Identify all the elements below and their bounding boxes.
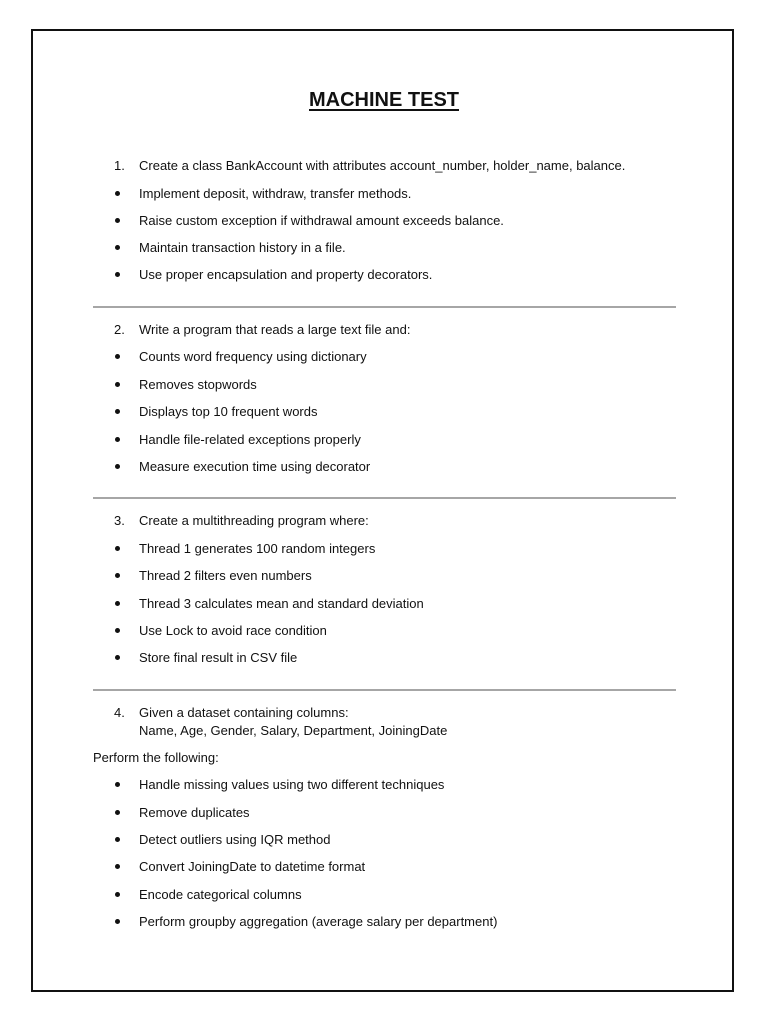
bullet-icon [115,782,120,787]
bullet-icon [115,837,120,842]
bullet-icon [115,919,120,924]
bullet-icon [115,628,120,633]
page-title: MACHINE TEST [309,89,459,111]
q3-number: 3. [114,513,125,528]
q2-heading: Write a program that reads a large text file and: [139,322,411,337]
q2-item: Counts word frequency using dictionary [139,349,367,364]
q1-item: Raise custom exception if withdrawal amount exceeds balance. [139,213,504,228]
bullet-icon [115,601,120,606]
q3-item: Thread 2 filters even numbers [139,568,312,583]
q4-number: 4. [114,705,125,720]
q3-item: Store final result in CSV file [139,650,298,665]
bullet-icon [115,191,120,196]
bullet-icon [115,218,120,223]
bullet-icon [115,864,120,869]
bullet-icon [115,464,120,469]
q4-item: Handle missing values using two different techniques [139,777,445,792]
q4-perform-label: Perform the following: [93,750,219,765]
q4-item: Remove duplicates [139,805,250,820]
q4-item: Perform groupby aggregation (average salary per department) [139,914,498,929]
q2-item: Handle file-related exceptions properly [139,432,361,447]
q3-item: Use Lock to avoid race condition [139,623,327,638]
q3-item: Thread 1 generates 100 random integers [139,541,376,556]
bullet-icon [115,655,120,660]
bullet-icon [115,573,120,578]
bullet-icon [115,437,120,442]
q1-number: 1. [114,158,125,173]
q1-item: Use proper encapsulation and property decorators. [139,267,433,282]
bullet-icon [115,245,120,250]
q4-heading: Given a dataset containing columns: [139,705,349,720]
bullet-icon [115,409,120,414]
q3-item: Thread 3 calculates mean and standard deviation [139,596,424,611]
bullet-icon [115,546,120,551]
bullet-icon [115,354,120,359]
q4-columns: Name, Age, Gender, Salary, Department, JoiningDate [139,723,448,738]
bullet-icon [115,892,120,897]
q1-item: Maintain transaction history in a file. [139,240,346,255]
q1-item: Implement deposit, withdraw, transfer methods. [139,186,412,201]
q4-item: Encode categorical columns [139,887,302,902]
q2-item: Displays top 10 frequent words [139,404,318,419]
q2-item: Measure execution time using decorator [139,459,371,474]
q4-item: Detect outliers using IQR method [139,832,331,847]
q4-item: Convert JoiningDate to datetime format [139,859,366,874]
q2-number: 2. [114,322,125,337]
section-divider [93,689,676,691]
bullet-icon [115,272,120,277]
q3-heading: Create a multithreading program where: [139,513,369,528]
bullet-icon [115,810,120,815]
bullet-icon [115,382,120,387]
section-divider [93,306,676,308]
q1-heading: Create a class BankAccount with attributes account_number, holder_name, balance. [139,158,626,173]
q2-item: Removes stopwords [139,377,257,392]
section-divider [93,497,676,499]
